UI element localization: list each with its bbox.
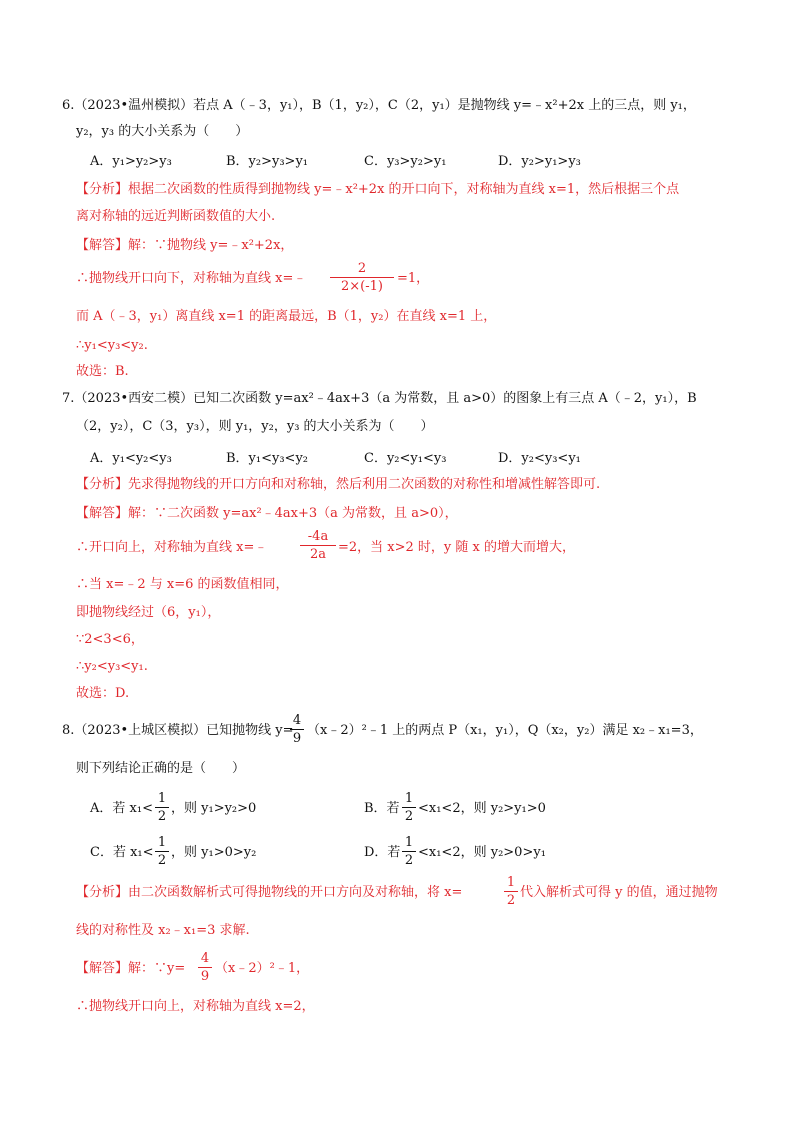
q7-option-b: B．y₁<y₃<y₂ — [226, 451, 309, 466]
q6-option-d: D．y₂>y₁>y₃ — [498, 154, 581, 169]
q8-analysis-line1-suffix: 代入解析式可得 y 的值，通过抛物 — [520, 885, 718, 900]
q8-option-a-suffix: ，则 y₁>y₂>0 — [171, 801, 257, 816]
fraction-numerator: 1 — [157, 835, 167, 850]
q6-answer-line3: 而 A（﹣3，y₁）离直线 x=1 的距离最远，B（1，y₂）在直线 x=1 上， — [76, 309, 497, 324]
fraction-numerator: 1 — [506, 875, 516, 890]
q7-answer-line1: 【解答】解：∵二次函数 y=ax²﹣4ax+3（a 为常数，且 a>0）， — [76, 506, 458, 521]
fraction-bar — [300, 545, 336, 546]
q6-stem-line1: 6.（2023•温州模拟）若点 A（﹣3，y₁），B（1，y₂），C（2，y₁）是抛物线 y=﹣x²+2x 上的三点，则 y₁， — [62, 98, 696, 113]
q8-option-c-prefix: C．若 x₁< — [90, 845, 154, 860]
fraction-numerator: 1 — [404, 835, 414, 850]
fraction-denominator: 2 — [404, 809, 414, 824]
fraction-bar — [402, 807, 416, 808]
q8-option-c-suffix: ，则 y₁>0>y₂ — [171, 845, 257, 860]
q7-fraction-numerator: -4a — [307, 529, 329, 544]
fraction-bar — [504, 891, 518, 892]
q7-option-c: C．y₂<y₁<y₃ — [364, 451, 447, 466]
q6-answer-line2-suffix: =1， — [397, 271, 430, 286]
fraction-denominator: 2 — [404, 853, 414, 868]
q6-stem-line2: y₂，y₃ 的大小关系为（ ） — [76, 124, 249, 139]
q7-answer-line2-prefix: ∴开口向上，对称轴为直线 x=﹣ — [76, 540, 268, 555]
fraction-denominator: 2 — [157, 853, 167, 868]
q8-stem-line1-suffix: （x﹣2）²﹣1 上的两点 P（x₁，y₁），Q（x₂，y₂）满足 x₂﹣x₁=3， — [307, 723, 703, 738]
q8-option-a-fraction — [155, 791, 169, 824]
q8-option-d-fraction — [402, 835, 416, 868]
q7-stem-line2: （2，y₂），C（3，y₃），则 y₁，y₂，y₃ 的大小关系为（ ） — [76, 419, 434, 434]
q6-option-b: B．y₂>y₃>y₁ — [226, 154, 309, 169]
q8-answer-line1-prefix: 【解答】解：∵y= — [76, 961, 186, 976]
q8-option-a-prefix: A．若 x₁< — [90, 801, 153, 816]
q7-fraction-denominator: 2a — [309, 547, 327, 562]
q8-answer-line2: ∴抛物线开口向上，对称轴为直线 x=2， — [76, 999, 315, 1014]
q6-answer-line1: 【解答】解：∵抛物线 y=﹣x²+2x， — [76, 238, 294, 253]
q7-answer-line6: ∴y₂<y₃<y₁. — [76, 659, 148, 674]
q7-answer-line2-suffix: =2，当 x>2 时，y 随 x 的增大而增大， — [338, 540, 575, 555]
q8-answer-fraction-numerator: 4 — [200, 951, 210, 966]
q8-stem-fraction-denominator: 9 — [292, 731, 302, 746]
fraction-numerator: 1 — [404, 791, 414, 806]
q6-answer-line4: ∴y₁<y₃<y₂. — [76, 338, 148, 353]
q8-option-d-suffix: <x₁<2，则 y₂>0>y₁ — [418, 845, 546, 860]
q8-option-b-fraction — [402, 791, 416, 824]
q7-analysis: 【分析】先求得抛物线的开口方向和对称轴，然后利用二次函数的对称性和增减性解答即可. — [76, 477, 601, 492]
fraction-numerator: 1 — [157, 791, 167, 806]
fraction-bar — [330, 277, 394, 278]
q8-analysis-line1-prefix: 【分析】由二次函数解析式可得抛物线的开口方向及对称轴，将 x= — [76, 885, 463, 900]
q7-answer-line5: ∵2<3<6， — [76, 632, 144, 647]
q7-answer-line3: ∴当 x=﹣2 与 x=6 的函数值相同， — [76, 577, 289, 592]
q7-answer-line7: 故选：D. — [76, 686, 130, 701]
q6-answer-line2-prefix: ∴抛物线开口向下，对称轴为直线 x=﹣ — [76, 271, 307, 286]
q8-analysis-fraction — [504, 875, 518, 908]
q7-option-d: D．y₂<y₃<y₁ — [498, 451, 581, 466]
q8-answer-line1-suffix: （x﹣2）²﹣1， — [215, 961, 310, 976]
fraction-bar — [402, 851, 416, 852]
fraction-bar — [198, 967, 212, 968]
q8-answer-fraction-denominator: 9 — [200, 969, 210, 984]
q8-stem-line2: 则下列结论正确的是（ ） — [76, 761, 246, 776]
q6-answer-line5: 故选：B. — [76, 364, 129, 379]
q8-stem-line1-prefix: 8.（2023•上城区模拟）已知抛物线 y= — [62, 723, 294, 738]
q7-answer-line4: 即抛物线经过（6，y₁）， — [76, 605, 221, 620]
q8-stem-fraction-numerator: 4 — [292, 713, 302, 728]
q8-stem-fraction — [290, 713, 304, 746]
q8-option-b-suffix: <x₁<2，则 y₂>y₁>0 — [418, 801, 546, 816]
q7-option-a: A．y₁<y₂<y₃ — [90, 451, 172, 466]
q7-stem-line1: 7.（2023•西安二模）已知二次函数 y=ax²﹣4ax+3（a 为常数，且 a>0）的图象上有三点 A（﹣2，y₁），B — [62, 391, 697, 406]
q8-analysis-line2: 线的对称性及 x₂﹣x₁=3 求解. — [76, 923, 250, 938]
fraction-bar — [155, 807, 169, 808]
q6-analysis-line1: 【分析】根据二次函数的性质得到抛物线 y=﹣x²+2x 的开口向下，对称轴为直线 x=1，然后根据三个点 — [76, 182, 680, 197]
fraction-denominator: 2 — [506, 893, 516, 908]
q6-fraction-denominator: 2×(-1) — [341, 279, 383, 294]
fraction-bar — [155, 851, 169, 852]
q6-fraction — [330, 261, 394, 294]
q6-analysis-line2: 离对称轴的远近判断函数值的大小. — [76, 209, 276, 224]
q8-answer-fraction — [198, 951, 212, 984]
q6-option-c: C．y₃>y₂>y₁ — [364, 154, 447, 169]
q6-fraction-numerator: 2 — [357, 261, 367, 276]
q6-option-a: A．y₁>y₂>y₃ — [90, 154, 172, 169]
fraction-denominator: 2 — [157, 809, 167, 824]
q7-fraction — [300, 529, 336, 562]
q8-option-d-prefix: D．若 — [364, 845, 401, 860]
fraction-bar — [290, 729, 304, 730]
q8-option-c-fraction — [155, 835, 169, 868]
q8-option-b-prefix: B．若 — [364, 801, 400, 816]
